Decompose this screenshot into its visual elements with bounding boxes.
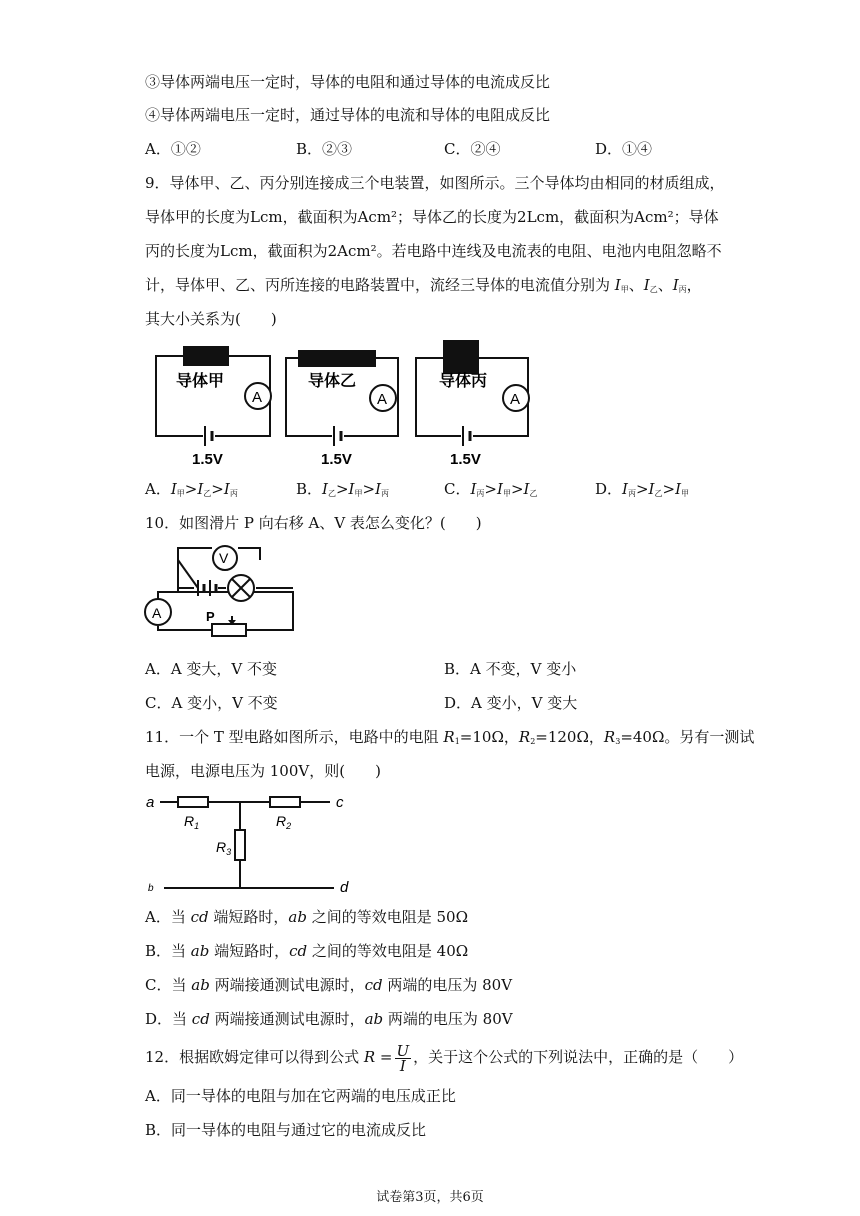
conductor-jia xyxy=(183,346,229,366)
text: 端短路时， xyxy=(208,908,289,926)
current-sub: 乙 xyxy=(654,489,663,498)
q10-circuit-figure xyxy=(136,544,296,640)
battery-1 xyxy=(203,426,215,446)
terminal-c: c xyxy=(336,794,344,811)
current-sub: 丙 xyxy=(381,489,389,498)
option-prefix: A． xyxy=(145,480,171,498)
terminal-b: b xyxy=(148,883,154,894)
q9-stem-line-1: 9．导体甲、乙、丙分别连接成三个电装置，如图所示。三个导体均由相同的材质组成， xyxy=(145,174,725,192)
text: D．当 xyxy=(145,1010,192,1028)
svg-text:A: A xyxy=(152,605,162,621)
q9-stem-line-5: 其大小关系为( ) xyxy=(145,310,277,328)
label-jia: 导体甲 xyxy=(176,373,225,390)
ammeter xyxy=(145,599,171,625)
current-sub: 甲 xyxy=(620,285,629,294)
rheostat xyxy=(206,609,246,636)
text: 11．一个 T 型电路如图所示，电路中的电阻 xyxy=(145,728,444,746)
q10-option-a[interactable]: A．A 变大，V 不变 xyxy=(145,660,278,678)
current-symbol: I xyxy=(223,480,230,498)
conductor-yi xyxy=(298,350,376,367)
q11-t-circuit-figure xyxy=(142,794,362,894)
fraction-denominator: I xyxy=(399,1056,406,1075)
q9-option-b[interactable]: B．$I_乙>I_甲>I_丙$ xyxy=(296,480,389,498)
q10-option-b[interactable]: B．A 不变，V 变小 xyxy=(444,660,577,678)
q9-stem-line-2: 导体甲的长度为Lcm，截面积为Acm²；导体乙的长度为2Lcm，截面积为Acm²；导体 xyxy=(145,208,719,226)
current-symbol: I xyxy=(643,276,650,294)
svg-text:V: V xyxy=(219,550,229,566)
q11-stem-line-2: 电源，电源电压为 100V，则( ) xyxy=(145,762,381,780)
current-symbol: I xyxy=(672,276,679,294)
sub: 2 xyxy=(530,737,536,746)
page-footer: 试卷第3页，共6页 xyxy=(376,1190,484,1205)
current-sub: 乙 xyxy=(203,489,212,498)
slider-label: P xyxy=(206,609,215,624)
text: 端短路时， xyxy=(209,942,290,960)
option-prefix: D． xyxy=(595,480,623,498)
ammeter-3 xyxy=(503,385,529,411)
current-sub: 甲 xyxy=(354,489,363,498)
current-symbol: I xyxy=(622,480,628,498)
var: ab xyxy=(191,976,210,994)
q12-option-a[interactable]: A．同一导体的电阻与加在它两端的电压成正比 xyxy=(145,1087,456,1105)
svg-text:A: A xyxy=(510,391,521,408)
var: ab xyxy=(288,908,307,926)
lamp xyxy=(228,575,254,601)
battery xyxy=(198,580,216,596)
current-sub: 甲 xyxy=(681,489,689,498)
text: =40Ω。另有一测试 xyxy=(620,728,755,746)
q11-option-a[interactable] xyxy=(145,906,468,928)
text: 两端的电压为 80V xyxy=(382,976,513,994)
var: cd xyxy=(191,1010,210,1028)
voltage-2: 1.5V xyxy=(321,451,352,468)
resistor-r2 xyxy=(270,797,300,807)
label-r3: $R_3$ xyxy=(216,839,232,857)
sub: 3 xyxy=(615,737,621,746)
label-yi: 导体乙 xyxy=(308,373,357,390)
q8-option-c[interactable]: C．②④ xyxy=(444,140,501,158)
current-symbol: I xyxy=(675,480,681,498)
current-symbol: I xyxy=(614,276,621,294)
resistor-r3 xyxy=(235,830,245,860)
var: cd xyxy=(364,976,383,994)
q9-option-d[interactable]: D．$I_丙>I_乙>I_甲$ xyxy=(595,480,689,498)
fraction-numerator: U xyxy=(396,1041,410,1060)
statement-3: ③导体两端电压一定时，导体的电阻和通过导体的电流成反比 xyxy=(145,73,551,91)
voltage-3: 1.5V xyxy=(450,451,481,468)
q8-option-d[interactable]: D．①④ xyxy=(595,140,653,158)
voltmeter xyxy=(213,546,237,570)
q10-stem: 10．如图滑片 P 向右移 A、V 表怎么变化？( ) xyxy=(145,514,482,532)
text: =10Ω， xyxy=(459,728,519,746)
current-symbol: I xyxy=(170,480,177,498)
text: 两端的电压为 80V xyxy=(383,1010,513,1028)
svg-text:A: A xyxy=(377,391,388,408)
q8-option-b[interactable]: B．②③ xyxy=(296,140,353,158)
conductor-bing xyxy=(443,340,479,374)
current-symbol: I xyxy=(348,480,355,498)
current-symbol: I xyxy=(375,480,381,498)
current-sub: 乙 xyxy=(649,285,658,294)
q11-option-c[interactable] xyxy=(145,974,512,996)
current-sub: 丙 xyxy=(229,489,238,498)
separator: ， xyxy=(686,276,702,294)
q8-option-a[interactable]: A．①② xyxy=(145,140,201,158)
formula-fraction xyxy=(395,1041,412,1075)
ammeter-2 xyxy=(370,385,396,411)
current-sub: 乙 xyxy=(529,489,538,498)
q9-circuit-figure xyxy=(148,338,548,468)
battery-2 xyxy=(332,426,344,446)
q11-option-d[interactable] xyxy=(145,1008,513,1030)
current-symbol: I xyxy=(322,480,328,498)
q9-stem-line-4-text: 计，导体甲、乙、丙所连接的电路装置中，流经三导体的电流值分别为 xyxy=(145,276,611,294)
current-symbol: I xyxy=(497,480,503,498)
var: R xyxy=(518,728,531,746)
var: ab xyxy=(190,942,210,960)
current-sub: 甲 xyxy=(176,489,185,498)
terminal-d: d xyxy=(340,879,349,894)
current-sub: 甲 xyxy=(502,489,511,498)
q9-option-c[interactable]: C．$I_丙>I_甲>I_乙$ xyxy=(444,480,538,498)
q11-option-b[interactable] xyxy=(145,940,468,962)
q12-option-b[interactable]: B．同一导体的电阻与通过它的电流成反比 xyxy=(145,1121,427,1139)
separator: 、 xyxy=(628,276,644,294)
text: 12．根据欧姆定律可以得到公式 xyxy=(145,1048,364,1066)
current-symbol: I xyxy=(197,480,204,498)
svg-text:A: A xyxy=(252,389,263,406)
text: A．当 xyxy=(145,908,191,926)
text: ，关于这个公式的下列说法中，正确的是（ ） xyxy=(413,1048,744,1066)
text: C．当 xyxy=(145,976,192,994)
var: ab xyxy=(364,1010,384,1028)
label-r1: $R_1$ xyxy=(184,813,200,831)
q10-option-c[interactable]: C．A 变小，V 不变 xyxy=(145,694,278,712)
q10-option-d[interactable]: D．A 变小，V 变大 xyxy=(444,694,578,712)
option-prefix: C． xyxy=(444,480,471,498)
text: 之间的等效电阻是 40Ω xyxy=(307,942,469,960)
q9-option-a[interactable]: A．$I_甲>I_乙>I_丙$ xyxy=(145,480,238,498)
ammeter-1 xyxy=(245,383,271,409)
formula-lhs: R = xyxy=(363,1048,393,1066)
text: B．当 xyxy=(145,942,191,960)
statement-4: ④导体两端电压一定时，通过导体的电流和导体的电阻成反比 xyxy=(145,106,551,124)
var: cd xyxy=(190,908,209,926)
text: =120Ω， xyxy=(535,728,604,746)
text: 之间的等效电阻是 50Ω xyxy=(306,908,469,926)
battery-3 xyxy=(461,426,473,446)
current-sub: 丙 xyxy=(627,489,636,498)
label-r2: $R_2$ xyxy=(276,813,292,831)
current-sub: 乙 xyxy=(327,489,336,498)
q9-stem-line-3: 丙的长度为Lcm，截面积为2Acm²。若电路中连线及电流表的电阻、电池内电阻忽略不 xyxy=(145,242,722,260)
voltage-1: 1.5V xyxy=(192,451,223,468)
text: 两端接通测试电源时， xyxy=(209,1010,365,1028)
q9-stem-line-4 xyxy=(145,274,702,301)
current-symbol: I xyxy=(648,480,655,498)
sub: 1 xyxy=(454,737,460,746)
var: cd xyxy=(289,942,308,960)
current-sub: 丙 xyxy=(678,285,687,294)
resistor-r1 xyxy=(178,797,208,807)
current-symbol: I xyxy=(523,480,530,498)
q12-stem xyxy=(145,1040,743,1074)
label-bing: 导体丙 xyxy=(439,373,488,390)
q11-stem-line-1 xyxy=(145,726,754,753)
terminal-a: a xyxy=(146,794,155,811)
var: R xyxy=(443,728,455,746)
option-prefix: B． xyxy=(296,480,323,498)
text: 两端接通测试电源时， xyxy=(209,976,365,994)
current-symbol: I xyxy=(470,480,477,498)
var: R xyxy=(603,728,616,746)
separator: 、 xyxy=(657,276,673,294)
current-sub: 丙 xyxy=(476,489,485,498)
